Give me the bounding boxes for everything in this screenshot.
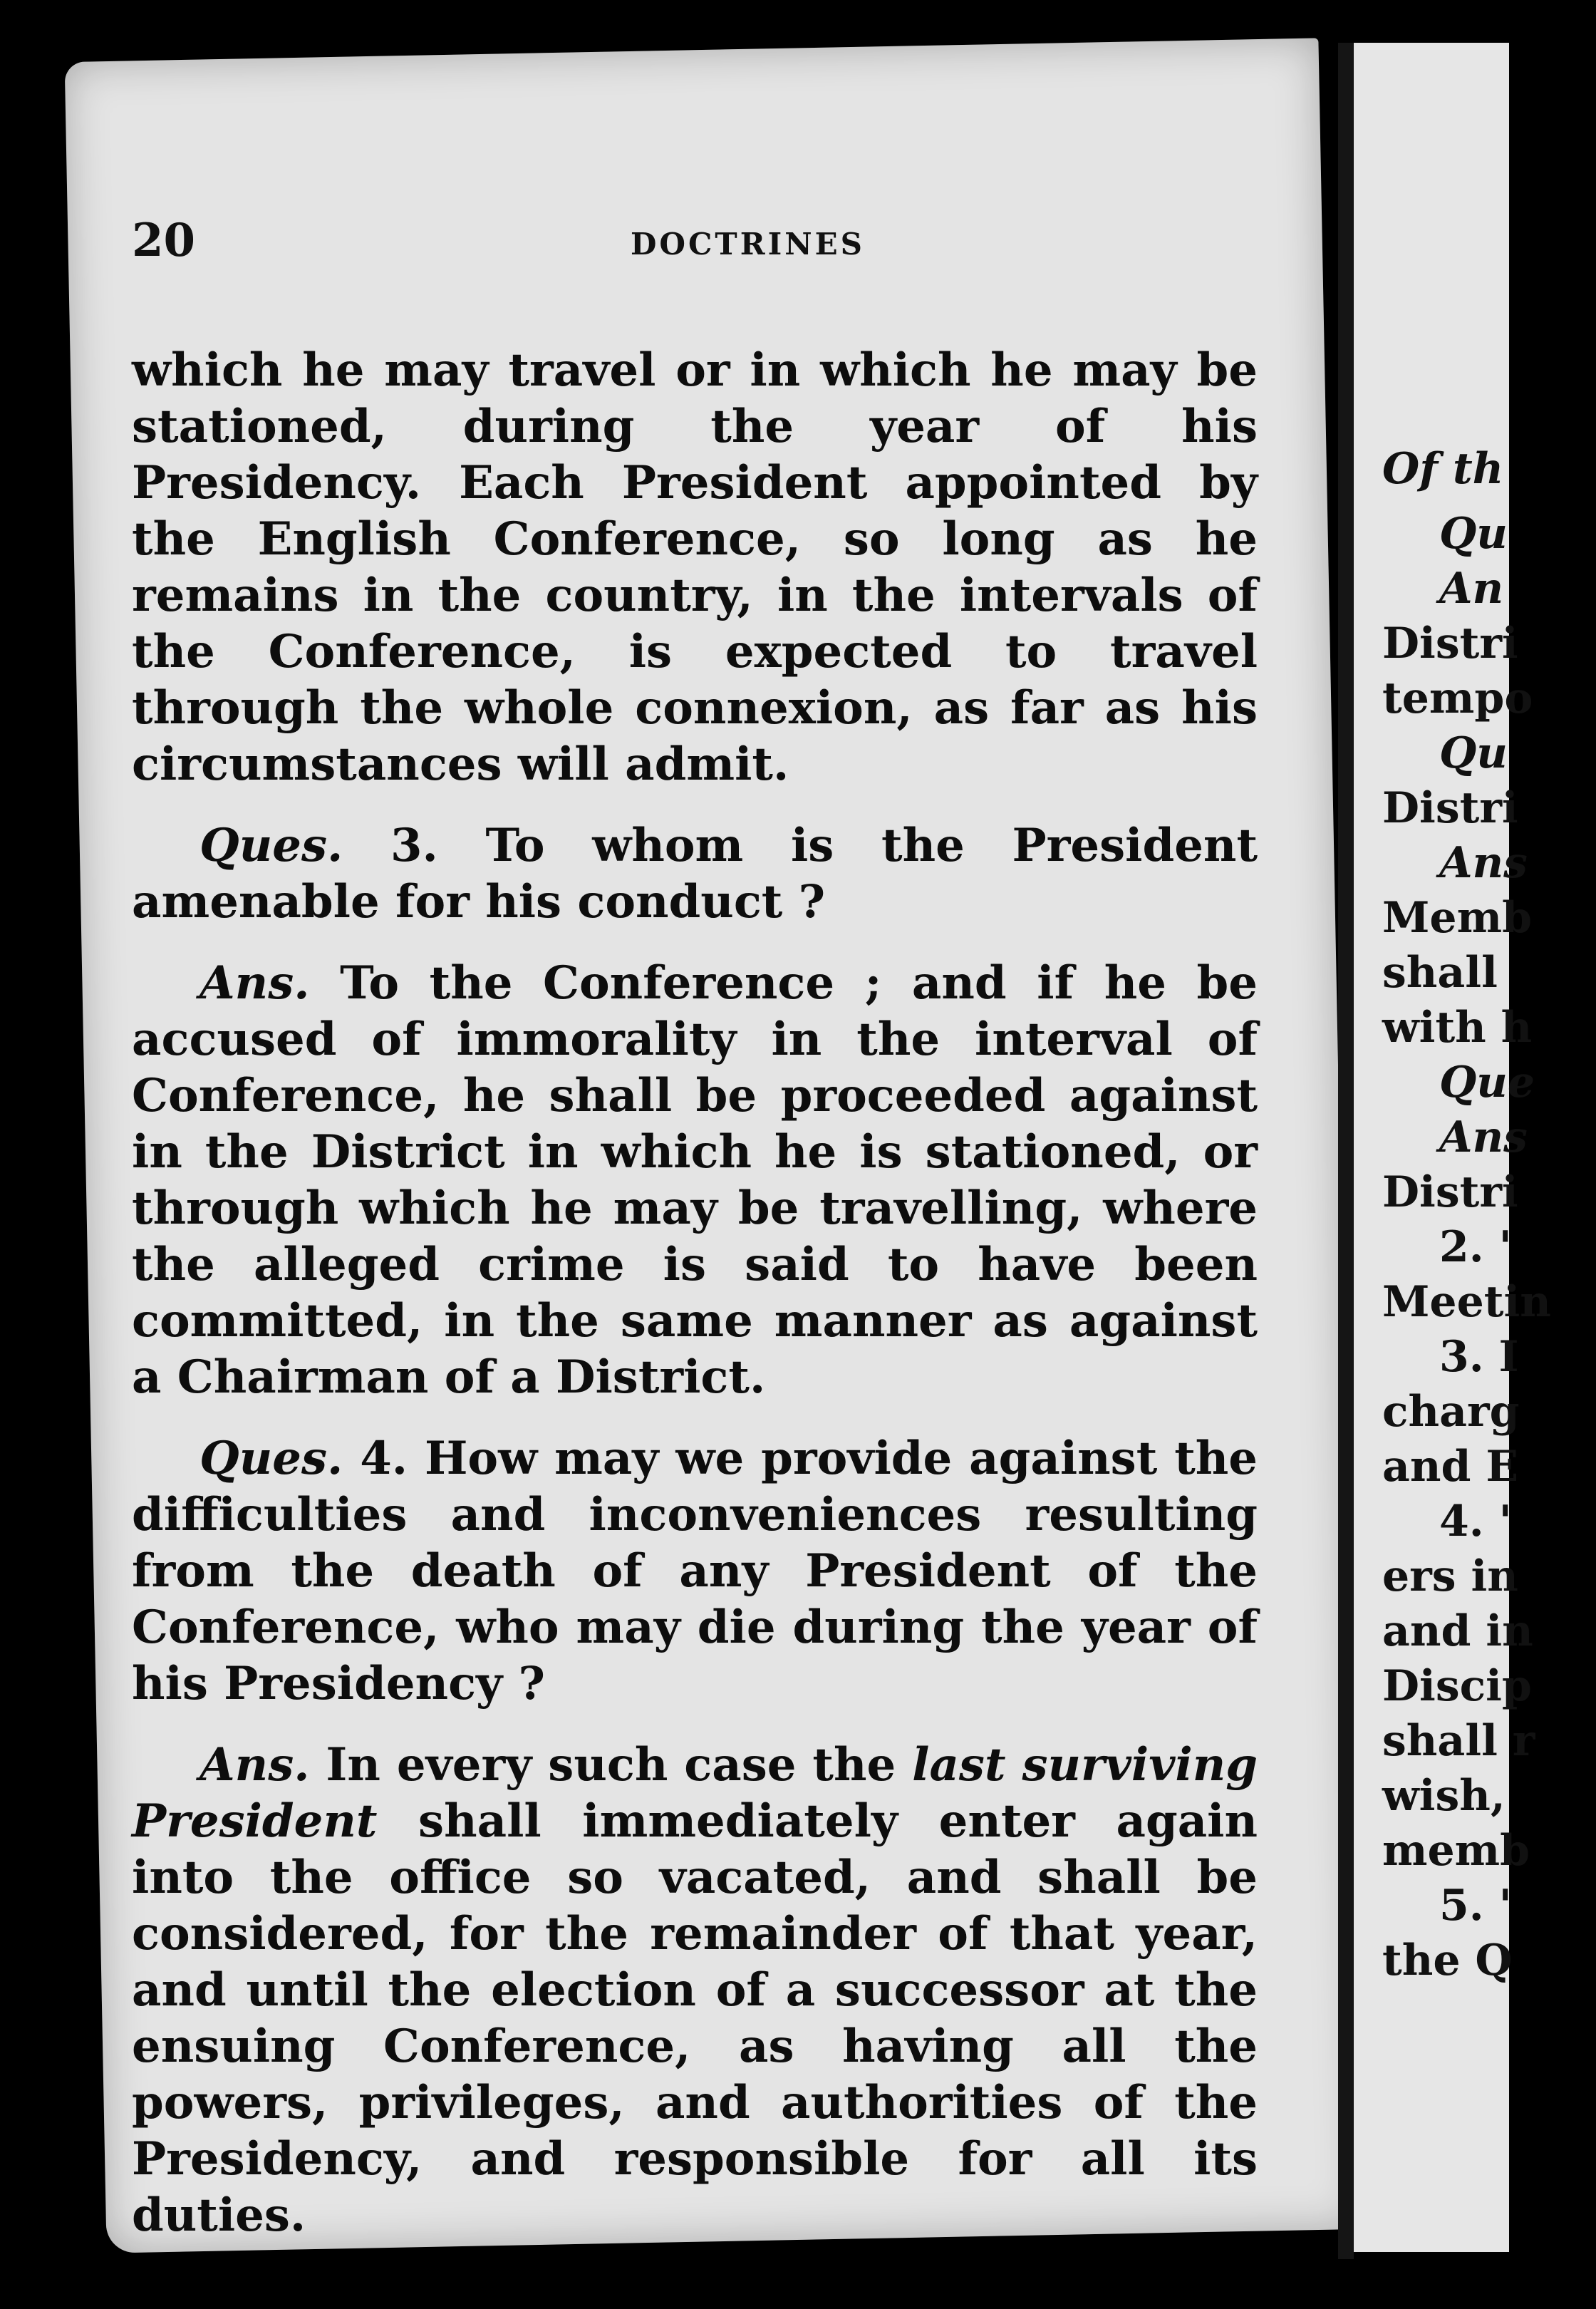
question-paragraph xyxy=(132,817,1258,930)
facing-line: and in xyxy=(1382,1606,1533,1656)
facing-line: 5. ' xyxy=(1439,1881,1512,1931)
paragraph-text: To the Conference ; and if he be accused of immorality in the interval of Conference, he shall be proceeded against in the District in which he is stationed, or through which he may be travelling, where the alleged crime is said to have been committed, in the same manner as against a Chairman of a District. xyxy=(132,956,1258,1404)
facing-line: Distri xyxy=(1382,619,1518,668)
facing-line: 4. ' xyxy=(1439,1497,1512,1546)
running-head: DOCTRINES xyxy=(631,227,865,262)
question-label: Ques. xyxy=(200,1432,343,1485)
question-paragraph xyxy=(132,1430,1258,1712)
facing-line: Distri xyxy=(1382,1167,1518,1217)
facing-line: and E xyxy=(1382,1442,1519,1492)
paragraph-text: In every such case the xyxy=(309,1738,913,1792)
facing-line: ers in xyxy=(1382,1551,1518,1601)
question-label: Ques. xyxy=(200,819,343,872)
paragraph-text: 4. How may we provide against the difficulties and inconveniences resulting from the death of any President of the Conference, who may die during the year of his Presidency ? xyxy=(132,1432,1258,1710)
facing-line: Ans xyxy=(1439,838,1528,888)
paragraph-text: 3. To whom is the President amenable for his conduct ? xyxy=(132,819,1258,929)
facing-line: 2. ' xyxy=(1439,1222,1512,1272)
facing-line: Of th xyxy=(1382,444,1504,494)
book-gutter xyxy=(1338,43,1354,2259)
answer-label: Ans. xyxy=(200,1738,310,1792)
answer-paragraph xyxy=(132,955,1258,1405)
facing-line: charg xyxy=(1382,1387,1520,1437)
page-number: 20 xyxy=(132,214,196,267)
facing-page-text xyxy=(1382,442,1596,1988)
facing-line: Discip xyxy=(1382,1661,1532,1711)
paragraph-text: shall immediately enter again into the office so vacated, and shall be considered, for the remainder of that year, and until the election of a successor at the ensuing Conference, as having all the powers, privileges, and authorities of the Presidency, and responsible for all its duties. xyxy=(132,1794,1258,2242)
facing-line: Distri xyxy=(1382,783,1518,833)
paragraph-text: which he may travel or in which he may be stationed, during the year of his Presidency. Each President appointed by the English Conference, so long as he remains in the country, in the intervals of the Conference, is expected to travel through the whole connexion, as far as his circumstances will admit. xyxy=(132,343,1258,791)
facing-line: 3. I xyxy=(1439,1332,1519,1382)
facing-line: Ans xyxy=(1439,1112,1528,1162)
facing-line: memb xyxy=(1382,1826,1530,1876)
body-text xyxy=(132,342,1258,2268)
facing-line: Meetin xyxy=(1382,1277,1551,1327)
emphasis-text: last surviving President xyxy=(132,1738,1258,1848)
facing-line: with h xyxy=(1382,1003,1533,1053)
answer-paragraph xyxy=(132,1737,1258,2243)
facing-line: shall r xyxy=(1382,1716,1535,1766)
page-header xyxy=(132,214,1258,285)
facing-line: shall xyxy=(1382,948,1498,998)
facing-line: Que xyxy=(1439,1058,1535,1107)
answer-label: Ans. xyxy=(200,956,310,1010)
facing-line: wish, xyxy=(1382,1771,1506,1821)
paragraph xyxy=(132,342,1258,792)
facing-line: Qu xyxy=(1439,509,1508,559)
facing-line: An xyxy=(1439,564,1504,614)
facing-line: the Q xyxy=(1382,1936,1513,1985)
facing-line: Qu xyxy=(1439,728,1508,778)
facing-line: tempo xyxy=(1382,673,1533,723)
facing-line: Memb xyxy=(1382,893,1533,943)
facing-page xyxy=(1354,43,1551,2252)
